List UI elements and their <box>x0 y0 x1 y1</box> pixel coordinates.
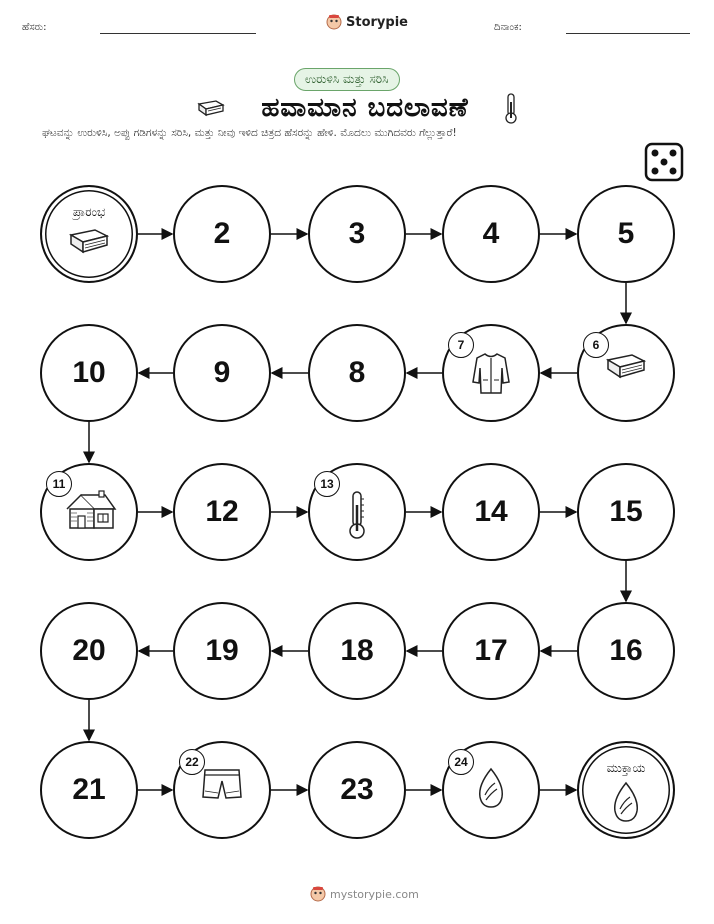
board-space-14[interactable] <box>442 463 540 561</box>
board-space-22[interactable] <box>173 741 271 839</box>
space-number-badge: 11 <box>46 471 72 497</box>
space-number-badge: 22 <box>179 749 205 775</box>
board-space-17[interactable] <box>442 602 540 700</box>
space-number: 14 <box>474 495 508 528</box>
board-space-23[interactable] <box>308 741 406 839</box>
date-label: ದಿನಾಂಕ: <box>494 22 522 33</box>
board-space-15[interactable] <box>577 463 675 561</box>
board-space-9[interactable] <box>173 324 271 422</box>
start-label: ಪ್ರಾರಂಭ <box>72 205 106 219</box>
space-number: 17 <box>474 634 508 667</box>
house-icon <box>61 489 117 535</box>
board-space-13[interactable] <box>308 463 406 561</box>
shorts-icon <box>200 767 244 805</box>
space-number-badge: 13 <box>314 471 340 497</box>
space-number: 4 <box>482 217 500 250</box>
book-icon <box>604 350 648 386</box>
space-number: 20 <box>72 634 106 667</box>
space-number-badge: 6 <box>583 332 609 358</box>
seed-icon <box>476 767 506 813</box>
board-space-12[interactable] <box>173 463 271 561</box>
brand-name: Storypie <box>346 14 408 30</box>
space-number: 19 <box>205 634 239 667</box>
board-space-7[interactable] <box>442 324 540 422</box>
space-number-badge: 24 <box>448 749 474 775</box>
finish-label: ಮುಕ್ತಾಯ <box>606 761 646 775</box>
board-space-8[interactable] <box>308 324 406 422</box>
game-type-tag: ಉರುಳಿಸಿ ಮತ್ತು ಸರಿಸಿ <box>294 68 400 91</box>
space-number: 23 <box>340 773 374 806</box>
board-space-11[interactable] <box>40 463 138 561</box>
space-number: 9 <box>213 356 231 389</box>
space-number: 15 <box>609 495 643 528</box>
board-space-10[interactable] <box>40 324 138 422</box>
book-icon <box>67 225 111 261</box>
space-number: 18 <box>340 634 374 667</box>
mascot-icon <box>310 886 326 902</box>
board-space-24[interactable] <box>442 741 540 839</box>
board-space-19[interactable] <box>173 602 271 700</box>
board-space-5[interactable] <box>577 185 675 283</box>
board-space-16[interactable] <box>577 602 675 700</box>
page-title: ಹವಾಮಾನ ಬದಲಾವಣೆ <box>261 92 469 123</box>
space-number: 12 <box>205 495 239 528</box>
board-space-21[interactable] <box>40 741 138 839</box>
board-space-18[interactable] <box>308 602 406 700</box>
name-label: ಹೆಸರು: <box>22 22 47 33</box>
footer-site[interactable]: mystorypie.com <box>330 887 419 901</box>
seed-icon <box>611 781 641 827</box>
board-space-20[interactable] <box>40 602 138 700</box>
start-space[interactable] <box>40 185 138 283</box>
board-space-2[interactable] <box>173 185 271 283</box>
space-number: 5 <box>617 217 635 250</box>
instructions: ಘಟವನ್ನು ಉರುಳಿಸಿ, ಅಪ್ಪು ಗಡಿಗಳನ್ನು ಸರಿಸಿ, ಮತ್ತು ನೀವು ಇಳಿದ ಚಿತ್ರದ ಹೆಸರನ್ನು ಹೇಳಿ. ಮೊದಲು ಮುಗಿದವರು ಗೆಲ್ಲುತ್ತಾರೆ! <box>42 127 457 139</box>
footer <box>310 886 419 902</box>
finish-space[interactable] <box>577 741 675 839</box>
space-number: 8 <box>348 356 366 389</box>
space-number: 10 <box>72 356 106 389</box>
board-space-3[interactable] <box>308 185 406 283</box>
space-number: 16 <box>609 634 643 667</box>
coat-icon <box>471 350 511 400</box>
space-number-badge: 7 <box>448 332 474 358</box>
space-number: 3 <box>348 217 366 250</box>
board-space-4[interactable] <box>442 185 540 283</box>
space-number: 21 <box>72 773 106 806</box>
board-space-6[interactable] <box>577 324 675 422</box>
space-number: 2 <box>213 217 231 250</box>
thermometer-icon <box>347 489 367 545</box>
